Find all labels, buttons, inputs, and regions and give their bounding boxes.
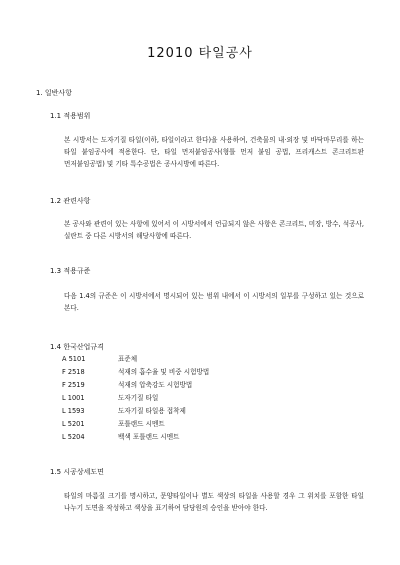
- section-1-5-heading: 1.5 시공상세도면: [50, 468, 104, 476]
- standard-row: [62, 353, 137, 363]
- section-1-1-text: 본 시방서는 도자기질 타일(이하, 타일이라고 한다)을 사용하여, 건축물의 내·외장 및 바닥마무리를 하는 타일 붙임공사에 적용한다. 단, 타일 먼저붙임공사(형틀 먼저 붙임 공법, 프리캐스트 콘크리트판 먼저붙임공법) 및 기타 특수공법은 공사시방에 따른다.: [64, 136, 364, 168]
- section-1-1-heading: 1.1 적용범위: [50, 112, 91, 120]
- standard-row: [62, 392, 158, 402]
- standard-code: L 5201: [62, 420, 85, 428]
- section-1-2-text: 본 공사와 관련이 있는 사항에 있어서 이 시방서에서 언급되지 않은 사항은 콘크리트, 미장, 방수, 석공사, 실란트 중 다른 시방서의 해당사항에 따른다.: [64, 220, 364, 240]
- standard-code: F 2519: [62, 381, 85, 389]
- standard-name: 도자기질 타일: [118, 394, 159, 402]
- standard-row: [62, 366, 209, 376]
- standard-row: [62, 379, 192, 389]
- section-1-heading: 1. 일반사항: [36, 89, 72, 97]
- section-1-5-text: 타일의 마름질 크기를 명시하고, 문양타일이나 별도 색상의 타일을 사용할 경우 그 위치를 포함한 타일 나누기 도면을 작성하고 색상을 표기하여 담당원의 승인을 받아야 한다.: [64, 492, 364, 512]
- standard-code: L 1593: [62, 407, 85, 415]
- standard-code: L 1001: [62, 394, 85, 402]
- standard-name: 포틀랜드 시멘트: [118, 420, 165, 428]
- standard-row: [62, 405, 186, 415]
- standard-code: A 5101: [62, 355, 86, 363]
- standard-name: 백색 포틀랜드 시멘트: [118, 433, 180, 441]
- document-title: 12010 타일공사: [147, 46, 253, 61]
- section-1-4-heading: 1.4 한국산업규격: [50, 343, 104, 351]
- standard-row: [62, 431, 180, 441]
- standard-name: 석재의 흡수율 및 비중 시험방법: [118, 368, 210, 376]
- standard-row: [62, 418, 165, 428]
- standard-code: F 2518: [62, 368, 85, 376]
- section-1-3-text: 다음 1.4의 규준은 이 시방서에서 명시되어 있는 범위 내에서 이 시방서의 일부를 구성하고 있는 것으로 본다.: [64, 292, 364, 312]
- section-1-3-heading: 1.3 적용규준: [50, 267, 91, 275]
- standard-name: 표준체: [118, 355, 138, 363]
- standard-code: L 5204: [62, 433, 85, 441]
- section-1-2-heading: 1.2 관련사항: [50, 197, 91, 205]
- standard-name: 석재의 압축강도 시험방법: [118, 381, 193, 389]
- standard-name: 도자기질 타일용 접착제: [118, 407, 186, 415]
